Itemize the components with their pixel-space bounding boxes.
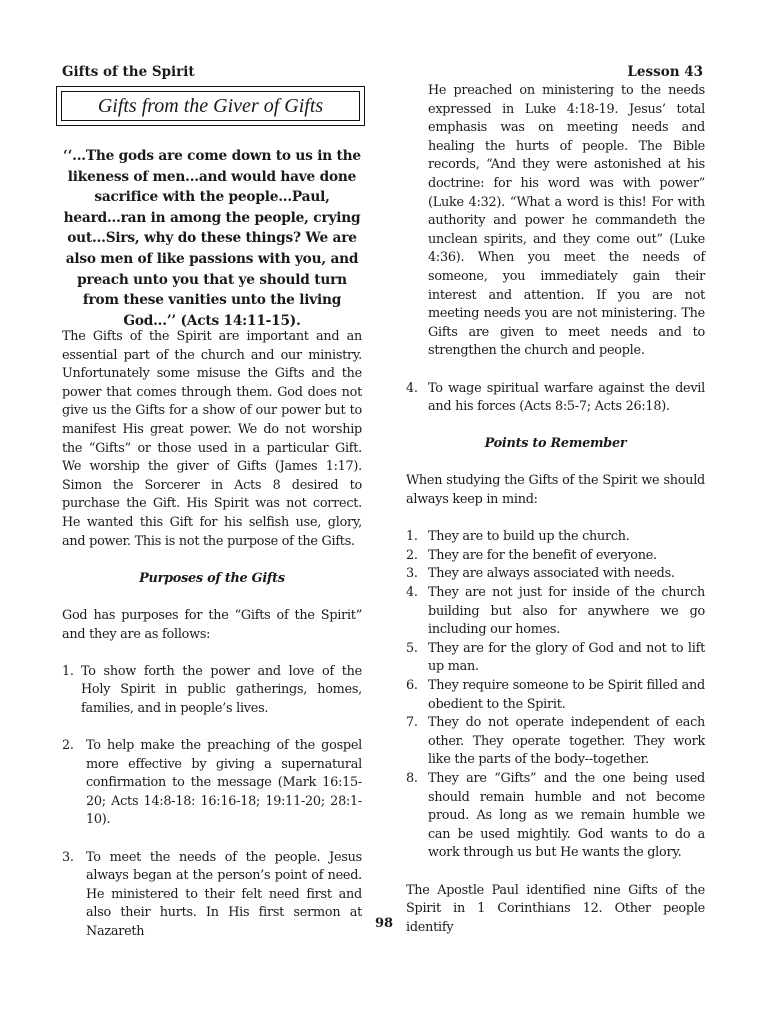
remember-intro: When studying the Gifts of the Spirit we should always keep in mind: bbox=[406, 473, 705, 508]
remember-item-3 bbox=[406, 565, 705, 584]
page-title: Gifts from the Giver of Gifts bbox=[97, 94, 324, 117]
list-number: 1. bbox=[406, 529, 418, 545]
running-header-left: Gifts of the Spirit bbox=[62, 64, 195, 80]
list-number: 2. bbox=[406, 547, 418, 563]
purpose-item-3-continued: He preached on ministering to the needs expressed in Luke 4:18-19. Jesus’ total emphasis was on meeting needs and healing the hurts of people. The Bible records, “And they were astonished at his doctrine: for his word was with power” (Luke 4:32). “What a word is this! For with authority and power he commandeth the unclean spirits, and they come out” (Luke 4:36). When you meet the needs of someone, you immediately gain their interest and attention. If you are not meeting needs you are not ministering. The Gifts are given to meet needs and to strengthen the church and people. bbox=[428, 83, 705, 359]
list-text: They are always associated with needs. bbox=[428, 566, 675, 582]
remember-item-6 bbox=[406, 677, 705, 714]
left-column bbox=[62, 328, 362, 942]
remember-item-7 bbox=[406, 714, 705, 770]
list-text: They require someone to be Spirit filled and obedient to the Spirit. bbox=[428, 678, 705, 712]
page-number: 98 bbox=[374, 916, 394, 931]
remember-item-5 bbox=[406, 640, 705, 677]
list-number: 7. bbox=[406, 715, 418, 731]
right-column bbox=[406, 82, 705, 937]
list-number: 2. bbox=[62, 738, 74, 754]
list-text: To wage spiritual warfare against the devil and his forces (Acts 8:5-7; Acts 26:18). bbox=[428, 380, 705, 415]
remember-item-4 bbox=[406, 584, 705, 640]
intro-paragraph: The Gifts of the Spirit are important and an essential part of the church and our ministry. Unfortunately some misuse the Gifts and the power that comes through them. God does not give us the Gifts for a show of our power but to manifest His great power. We do not worship the “Gifts” or those used in a particular Gift. We worship the giver of Gifts (James 1:17). Simon the Sorcerer in Acts 8 desired to purchase the Gift. His Spirit was not correct. He wanted this Gift for his selfish use, glory, and power. This is not the purpose of the Gifts. bbox=[62, 329, 362, 549]
closing-paragraph: The Apostle Paul identified nine Gifts of the Spirit in 1 Corinthians 12. Other people identify bbox=[406, 882, 705, 935]
list-text: They are not just for inside of the church building but also for anywhere we go including our homes. bbox=[428, 585, 705, 638]
list-text: To meet the needs of the people. Jesus always began at the person’s point of need. He ministered to their felt need first and also their hurts. In His first sermon at Nazareth bbox=[86, 849, 362, 939]
remember-item-8 bbox=[406, 770, 705, 863]
list-text: They are “Gifts” and the one being used should remain humble and not become proud. As long as we remain humble we can be used mightily. God wants to do a work through us but He wants the glory. bbox=[428, 770, 705, 861]
list-text: To help make the preaching of the gospel more effective by giving a supernatural confirmation to the message (Mark 16:15-20; Acts 14:8-18: 16:16-18; 19:11-20; 28:1-10). bbox=[86, 738, 362, 828]
purposes-intro: God has purposes for the “Gifts of the Spirit” and they are as follows: bbox=[62, 607, 362, 642]
scripture-quote: ‘‘...The gods are come down to us in the likeness of men...and would have done sacrifice with the people...Paul, heard...ran in among the people, crying out...Sirs, why do these things? We are also men of like passions with you, and preach unto you that ye should turn from these vanities unto the living God...’’ (Acts 14:11-15). bbox=[63, 148, 361, 329]
purpose-item-4 bbox=[406, 380, 705, 417]
list-number: 3. bbox=[62, 849, 74, 865]
list-number: 1. bbox=[62, 663, 74, 679]
list-number: 3. bbox=[406, 566, 418, 582]
list-number: 8. bbox=[406, 770, 418, 786]
list-number: 5. bbox=[406, 640, 418, 656]
remember-item-2 bbox=[406, 547, 705, 566]
running-header-right: Lesson 43 bbox=[627, 64, 703, 80]
list-number: 4. bbox=[406, 585, 418, 601]
title-inner-frame bbox=[61, 91, 360, 121]
list-text: They are for the benefit of everyone. bbox=[428, 547, 657, 563]
purposes-heading: Purposes of the Gifts bbox=[139, 570, 285, 586]
list-text: They are for the glory of God and not to lift up man. bbox=[428, 640, 705, 675]
list-number: 6. bbox=[406, 678, 418, 693]
purpose-item-1 bbox=[62, 663, 362, 719]
list-text: They do not operate independent of each other. They operate together. They work like the parts of the body--together. bbox=[428, 715, 705, 768]
list-text: They are to build up the church. bbox=[428, 529, 630, 545]
list-number: 4. bbox=[406, 380, 418, 396]
remember-item-1 bbox=[406, 528, 705, 547]
title-frame bbox=[56, 86, 365, 126]
purpose-item-2 bbox=[62, 737, 362, 830]
remember-heading: Points to Remember bbox=[484, 436, 627, 452]
list-text: To show forth the power and love of the Holy Spirit in public gatherings, homes, families, and in people’s lives. bbox=[81, 663, 362, 716]
